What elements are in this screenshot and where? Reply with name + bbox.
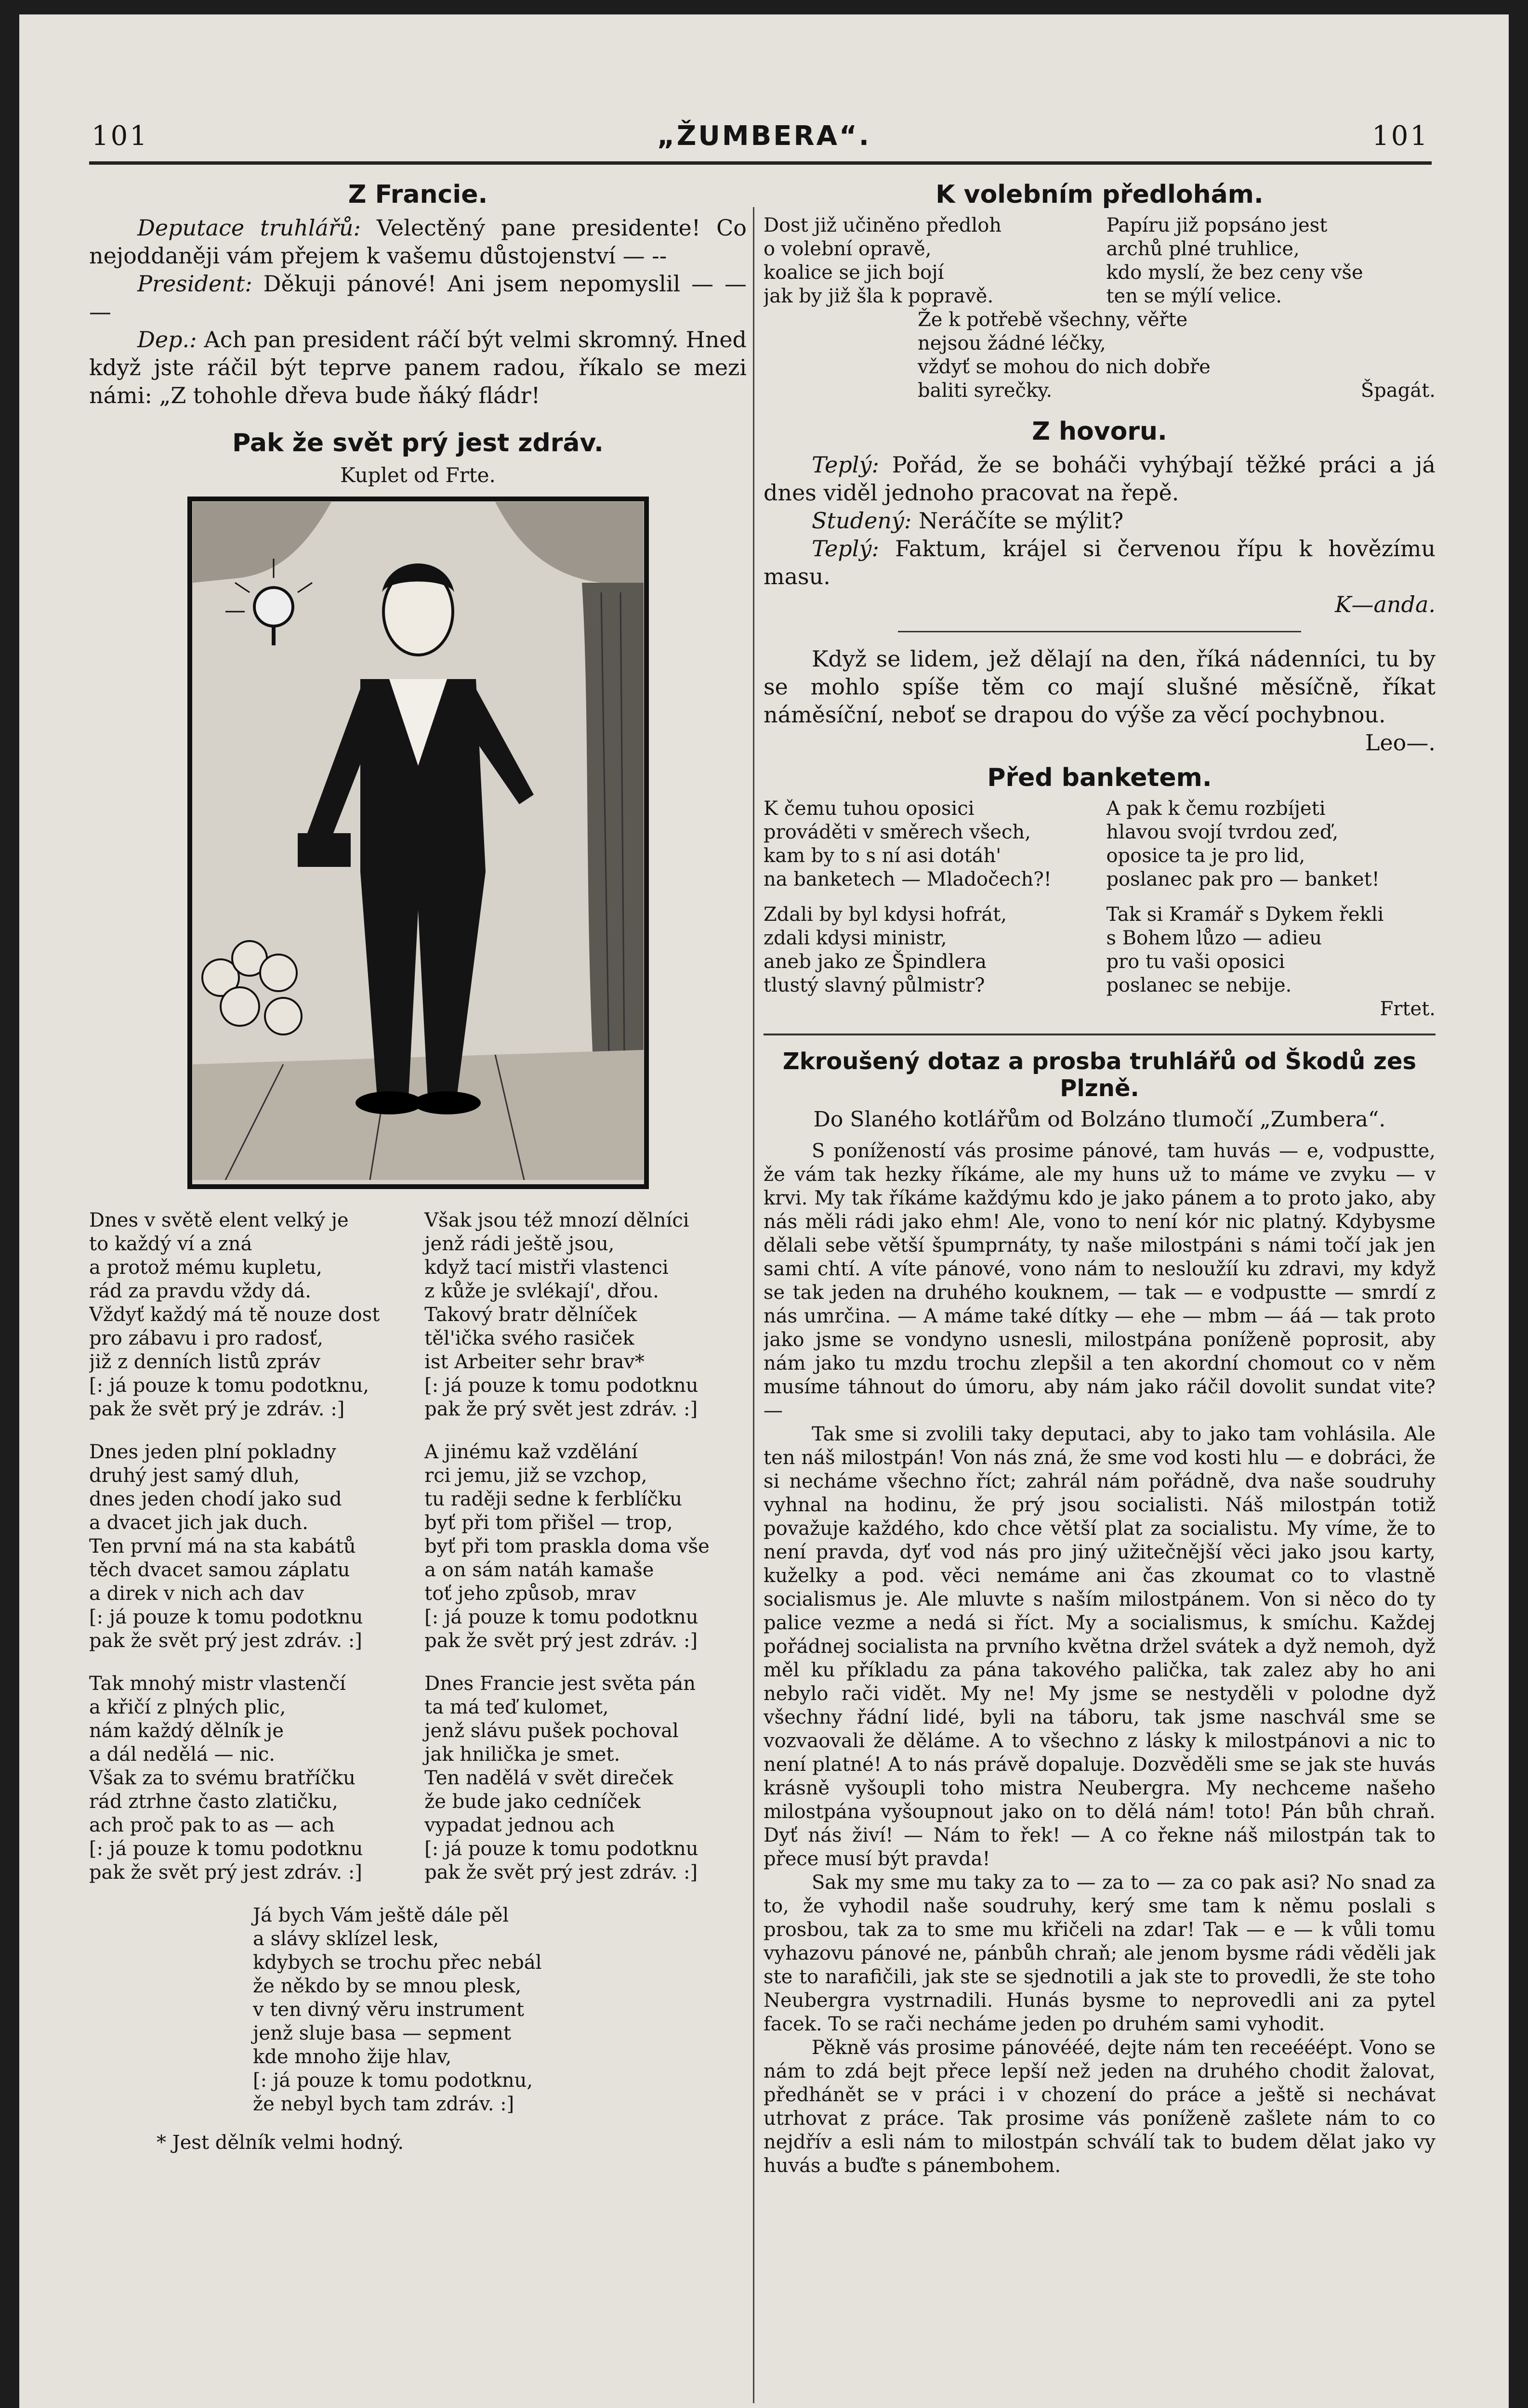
left-column — [89, 173, 747, 2155]
article-z-francie — [89, 180, 747, 409]
volebnim-right-stanza — [1106, 214, 1436, 308]
verse-line: z kůže je svlékají', dřou. — [424, 1280, 659, 1302]
aphorism-text: Když se lidem, jež dělají na den, říká nádenníci, tu by se mohlo spíše těm co mají slušné měsíčně, říkat náměsíční, neboť se drapou do výše za věcí pochybnou. — [764, 646, 1436, 728]
singer-illustration — [187, 496, 649, 1190]
verse-line: [: já pouze k tomu podotknu, — [253, 2069, 533, 2092]
verse-line: Ten nadělá v svět direček — [424, 1767, 673, 1789]
kuplet-stanza-2 — [89, 1440, 747, 1653]
verse-line: jenž rádi ještě jsou, — [424, 1233, 615, 1255]
kuplet-stanza-3 — [89, 1672, 747, 1885]
francie-paragraph-2: President: Děkuji pánové! Ani jsem nepomyslil — — — — [89, 271, 747, 325]
dotaz-paragraph-3: Sak my sme mu taky za to — za to — za co pak asi? No snad za to, že vyhodil naše soudruhy, kerý sme tam k němu poslali s prosbou, tak za to sme mu křičeli na zdar! Tak — e — k vůli tomu vyhazovu pánové ne, pánbůh chraň; ale jenom bysme rádi věděli jak ste to narafičili, jak ste se sjednotili a jak ste to provedli, že ste toho Neubergra vystrnadili. Hunás bysme to neprovedli ani za pytel facek. To se rači necháme jeden po druhém sami vyhodit. — [764, 1871, 1436, 2035]
verse-line: že bude jako cedníček — [424, 1791, 641, 1813]
verse-line: to každý ví a zná — [89, 1233, 252, 1255]
verse-line: již z denních listů zpráv — [89, 1351, 321, 1373]
article-kuplet — [89, 429, 747, 2155]
verse-line: pak že svět prý jest zdráv. :] — [424, 1630, 698, 1652]
stanza-3-left — [89, 1672, 411, 1885]
verse-line: nejsou žádné léčky, — [918, 332, 1106, 354]
newspaper-page — [19, 14, 1509, 2408]
verse-line: a křičí z plných plic, — [89, 1696, 286, 1718]
verse-line: poslanec se nebije. — [1106, 974, 1292, 996]
dotaz-paragraph-4: Pěkně vás prosime pánovééé, dejte nám ten receééépt. Vono se nám to zdá bejt přece lepší než jeden na druhého chodit žalovat, předhánět se v práci i v chození do práce a ještě si nechávat utrhovat z práce. Tak prosime vás poníženě zašlete nám to co nejdřív a esli nám to milostpán schválí tak to budem dělat jako vy huvás a buďte s pánembohem. — [764, 2037, 1436, 2177]
stanza-3-right — [424, 1672, 747, 1885]
verse-line: Dnes jeden plní pokladny — [89, 1441, 336, 1463]
volebnim-left-stanza — [764, 214, 1093, 308]
verse-line: Já bych Vám ještě dále pěl — [253, 1904, 509, 1926]
section-divider — [764, 1034, 1436, 1035]
verse-line: aneb jako ze Špindlera — [764, 951, 987, 973]
verse-line: tu raději sedne k ferblíčku — [424, 1488, 682, 1510]
verse-line: na banketech — Mladočech?! — [764, 868, 1052, 890]
verse-line: Tak mnohý mistr vlastenčí — [89, 1673, 346, 1695]
kuplet-stanza-1 — [89, 1209, 747, 1421]
verse-line: K čemu tuhou oposici — [764, 798, 975, 820]
heading-pred-banketem: Před banketem. — [987, 763, 1212, 792]
verse-line: A pak k čemu rozbíjeti — [1106, 798, 1326, 820]
section-divider — [898, 631, 1301, 632]
verse-line: jak hnilička je smet. — [424, 1743, 620, 1766]
verse-line: vždyť se mohou do nich dobře — [918, 356, 1211, 378]
banket-stanza-1-left — [764, 797, 1093, 891]
francie-paragraph-1: Deputace truhlářů: Velectěný pane presidente! Co nejoddaněji vám přejem k vašemu důstojenství — -- — [89, 215, 747, 269]
verse-line: pak že svět prý jest zdráv. :] — [89, 1861, 362, 1884]
verse-line: baliti syrečky. — [918, 380, 1053, 402]
verse-line: že nebyl bych tam zdráv. :] — [253, 2093, 514, 2115]
verse-line: tlustý slavný půlmistr? — [764, 974, 985, 996]
volebnim-signature: Špagát. — [1360, 380, 1436, 402]
verse-line: pak že svět prý jest zdráv. :] — [424, 1861, 698, 1884]
verse-line: pro zábavu i pro radosť, — [89, 1327, 323, 1349]
verse-line: [: já pouze k tomu podotknu — [424, 1374, 698, 1397]
verse-line: Však jsou též mnozí dělníci — [424, 1209, 689, 1231]
verse-line: Ten první má na sta kabátů — [89, 1535, 356, 1557]
verse-line: Že k potřebě všechny, věřte — [918, 309, 1188, 331]
verse-line: kdo myslí, že bez ceny vše — [1106, 262, 1363, 284]
verse-line: Dnes v světě elent velký je — [89, 1209, 349, 1231]
verse-line: těch dvacet samou záplatu — [89, 1559, 350, 1581]
verse-line: že někdo by se mnou plesk, — [253, 1975, 522, 1997]
verse-line: kde mnoho žije hlav, — [253, 2046, 452, 2068]
heading-z-francie: Z Francie. — [348, 180, 488, 209]
verse-line: ist Arbeiter sehr brav* — [424, 1351, 645, 1373]
article-pred-banketem — [764, 763, 1436, 1021]
article-zkrouseny-dotaz — [764, 1048, 1436, 2178]
heading-z-hovoru: Z hovoru. — [1032, 417, 1167, 446]
verse-line: [: já pouze k tomu podotknu — [424, 1838, 698, 1860]
verse-line: v ten divný věru instrument — [253, 1999, 524, 2021]
heading-k-volebnim: K volebním předlohám. — [935, 180, 1264, 209]
article-z-hovoru — [764, 417, 1436, 618]
verse-line: jenž slávu pušek pochoval — [424, 1720, 679, 1742]
header-rule — [89, 161, 1432, 165]
verse-line: Papíru již popsáno jest — [1106, 214, 1328, 236]
right-column — [764, 173, 1436, 2178]
verse-line: Takový bratr dělníček — [424, 1304, 637, 1326]
volebnim-verses — [764, 214, 1436, 308]
hovoru-line-2: Studený: Neráčíte se mýlit? — [812, 508, 1124, 534]
verse-line: jak by již šla k popravě. — [764, 285, 994, 307]
verse-line: pak že svět prý je zdráv. :] — [89, 1398, 345, 1420]
verse-line: hlavou svojí tvrdou zeď, — [1106, 821, 1339, 843]
kuplet-final-stanza — [89, 1904, 747, 2116]
verse-line: [: já pouze k tomu podotknu — [424, 1606, 698, 1628]
verse-line: Tak si Kramář s Dykem řekli — [1106, 903, 1384, 926]
dotaz-paragraph-1: S ponížeností vás prosime pánové, tam huvás — e, vodpustte, že vám tak hezky říkáme, ale my huns už to máme ve zvyku — v krvi. My tak říkáme každýmu kdo je jako pánem a to proto jako, aby nás měli rádi jako ehm! Ale, vono to není kór nic platný. Kdybysme dělali sebe větší špumprnáty, ty naše milostpáni s námi točí jak jen sami chtí. A víte pánové, vono nám to nesloužíí ku zdravi, my když se tak jeden na druhého kouknem, — tak — e vodpustte — smrdí z nás umrčina. — A máme také dítky — ehe — mbm — áá — tak proto jako jsme se vondyno usnesli, milostpána poníženě poprosit, aby nám jako tu mzdu trochu zlepšil a ten akordní chomout co v něm musíme táhnout do úmoru, aby nám jako ráčil dovolit sundat vite? — — [764, 1140, 1436, 1422]
banket-stanza-1 — [764, 797, 1436, 891]
verse-line: rád ztrhne často zlatičku, — [89, 1791, 338, 1813]
verse-line: Zdali by byl kdysi hofrát, — [764, 903, 1007, 926]
verse-line: Dnes Francie jest světa pán — [424, 1673, 696, 1695]
verse-line: byť při tom přišel — trop, — [424, 1512, 673, 1534]
verse-line: zdali kdysi ministr, — [764, 927, 947, 949]
verse-line: ach proč pak to as — ach — [89, 1814, 335, 1836]
francie-paragraph-3: Dep.: Ach pan president ráčí být velmi skromný. Hned když jste ráčil být teprve panem radou, říkalo se mezi námi: „Z tohohle dřeva bude ňáký fládr! — [89, 327, 747, 408]
verse-line: a protož mému kupletu, — [89, 1256, 322, 1279]
page-number-right: 101 — [1372, 120, 1429, 152]
heading-zkrouseny-dotaz: Zkroušený dotaz a prosba truhlářů od Škodů zes Plzně. — [782, 1048, 1417, 1102]
verse-line: pak že svět prý jest zdráv. :] — [89, 1630, 362, 1652]
verse-line: byť při tom praskla doma vše — [424, 1535, 710, 1557]
banket-signature: Frtet. — [1380, 998, 1436, 1020]
article-k-volebnim — [764, 180, 1436, 403]
verse-line: rád za pravdu vždy dá. — [89, 1280, 311, 1302]
banket-stanza-1-right — [1106, 797, 1436, 891]
kuplet-footnote: * Jest dělník velmi hodný. — [157, 2132, 404, 2154]
page-number-left: 101 — [92, 120, 149, 152]
heading-kuplet: Pak že svět prý jest zdráv. — [232, 429, 604, 458]
column-divider — [753, 207, 754, 2403]
verse-line: a on sám natáh kamaše — [424, 1559, 654, 1581]
verse-line: s Bohem lůzo — adieu — [1106, 927, 1322, 949]
verse-line: poslanec pak pro — banket! — [1106, 868, 1380, 890]
verse-line: Však za to svému bratříčku — [89, 1767, 356, 1789]
verse-line: a dál nedělá — nic. — [89, 1743, 275, 1766]
stanza-1-right — [424, 1209, 747, 1421]
banket-stanza-2-left — [764, 903, 1093, 997]
verse-line: kdybych se trochu přec nebál — [253, 1951, 542, 1974]
verse-line: pro tu vaši oposici — [1106, 951, 1285, 973]
masthead-title: „ŽUMBERA“. — [657, 120, 871, 152]
dotaz-paragraph-2: Tak sme si zvolili taky deputaci, aby to jako tam vohlásila. Ale ten náš milostpán! Von nás zná, že sme vod kosti hlu — e dobráci, že si necháme všechno říct; zahrál nám pořádně, dva naše soudruhy vyhnal na hodinu, že prý jsou socialisti. Náš milostpán totiž považuje každého, kdo chce větší plat za socialistu. My víme, že to není pravda, dyť vod nás pro jiný užitečnější věci jako jsou karty, kuželky a pod. věci nemáme ani čas zkoumat co to vlastně socialismus je. Ale mluvte s naším milostpánem. Von si něco do ty palice vezme a nedá si říct. My a socialismus, k smíchu. Každej pořádnej socialista na prvního května držel svátek a dyž nemoh, dyž měl ku příkladu za pána takového palička, tak zalez aby ho ani nebylo rači vidět. My ne! My jsme se nestyděli v polodne dyž všechny řádní lidé, byli na táboru, tak jsme naschvál sme se vozvaovali že děláme. A to všechno z lásky k milostpánovi a nic to není platné! A to nás právě dopaluje. Dozvěděli sme se jak ste huvás krásně vyšoupli toho mistra Neubergra. My nechceme našeho milostpána vyšoupnout jako on to dělá nám! toto! Pán bůh chraň. Dyť nás živí! — Nám to řek! — A co řekne náš milostpán tak to přece musí být pravda! — [764, 1423, 1436, 1870]
verse-line: a direk v nich ach dav — [89, 1583, 304, 1605]
stanza-2-left — [89, 1440, 411, 1653]
verse-line: A jinému kaž vzdělání — [424, 1441, 638, 1463]
verse-line: pak že prý svět jest zdráv. :] — [424, 1398, 698, 1420]
verse-line: oposice ta je pro lid, — [1106, 845, 1305, 867]
verse-line: vypadat jednou ach — [424, 1814, 615, 1836]
verse-line: Dost již učiněno předloh — [764, 214, 1002, 236]
banket-stanza-2-right — [1106, 903, 1436, 997]
verse-line: a slávy sklízel lesk, — [253, 1928, 439, 1950]
stanza-2-right — [424, 1440, 747, 1653]
verse-line: rci jemu, již se vzchop, — [424, 1465, 647, 1487]
verse-line: a dvacet jich jak duch. — [89, 1512, 308, 1534]
stanza-1-left — [89, 1209, 411, 1421]
verse-line: druhý jest samý dluh, — [89, 1465, 300, 1487]
verse-line: [: já pouze k tomu podotknu — [89, 1606, 363, 1628]
verse-line: koalice se jich bojí — [764, 262, 944, 284]
verse-line: [: já pouze k tomu podotknu, — [89, 1374, 369, 1397]
verse-line: o volební opravě, — [764, 238, 932, 260]
article-aphorism — [764, 645, 1436, 757]
verse-line: [: já pouze k tomu podotknu — [89, 1838, 363, 1860]
verse-line: archů plné truhlice, — [1106, 238, 1300, 260]
verse-line: toť jeho způsob, mrav — [424, 1583, 636, 1605]
verse-line: když tací mistři vlastenci — [424, 1256, 669, 1279]
verse-line: kam by to s ní asi dotáh' — [764, 845, 1001, 867]
hovoru-signature: K—anda. — [1335, 591, 1436, 617]
verse-line: těl'ička svého rasiček — [424, 1327, 634, 1349]
aphorism-signature: Leo—. — [1365, 730, 1436, 756]
verse-line: Vždyť každý má tě nouze dost — [89, 1304, 380, 1326]
verse-line: ten se mýlí velice. — [1106, 285, 1282, 307]
verse-line: dnes jeden chodí jako sud — [89, 1488, 342, 1510]
verse-line: prováděti v směrech všech, — [764, 821, 1031, 843]
dotaz-subtitle: Do Slaného kotlářům od Bolzáno tlumočí „Zumbera“. — [813, 1107, 1386, 1132]
banket-stanza-2 — [764, 903, 1436, 997]
verse-line: ta má teď kulomet, — [424, 1696, 609, 1718]
hovoru-line-3: Teplý: Faktum, krájel si červenou řípu k hovězímu masu. — [764, 536, 1436, 589]
verse-line: jenž sluje basa — sepment — [253, 2022, 511, 2044]
verse-line: nám každý dělník je — [89, 1720, 284, 1742]
kuplet-subtitle: Kuplet od Frte. — [340, 463, 496, 487]
hovoru-line-1: Teplý: Pořád, že se boháči vyhýbají těžké práci a já dnes viděl jednoho pracovat na řepě. — [764, 452, 1436, 506]
